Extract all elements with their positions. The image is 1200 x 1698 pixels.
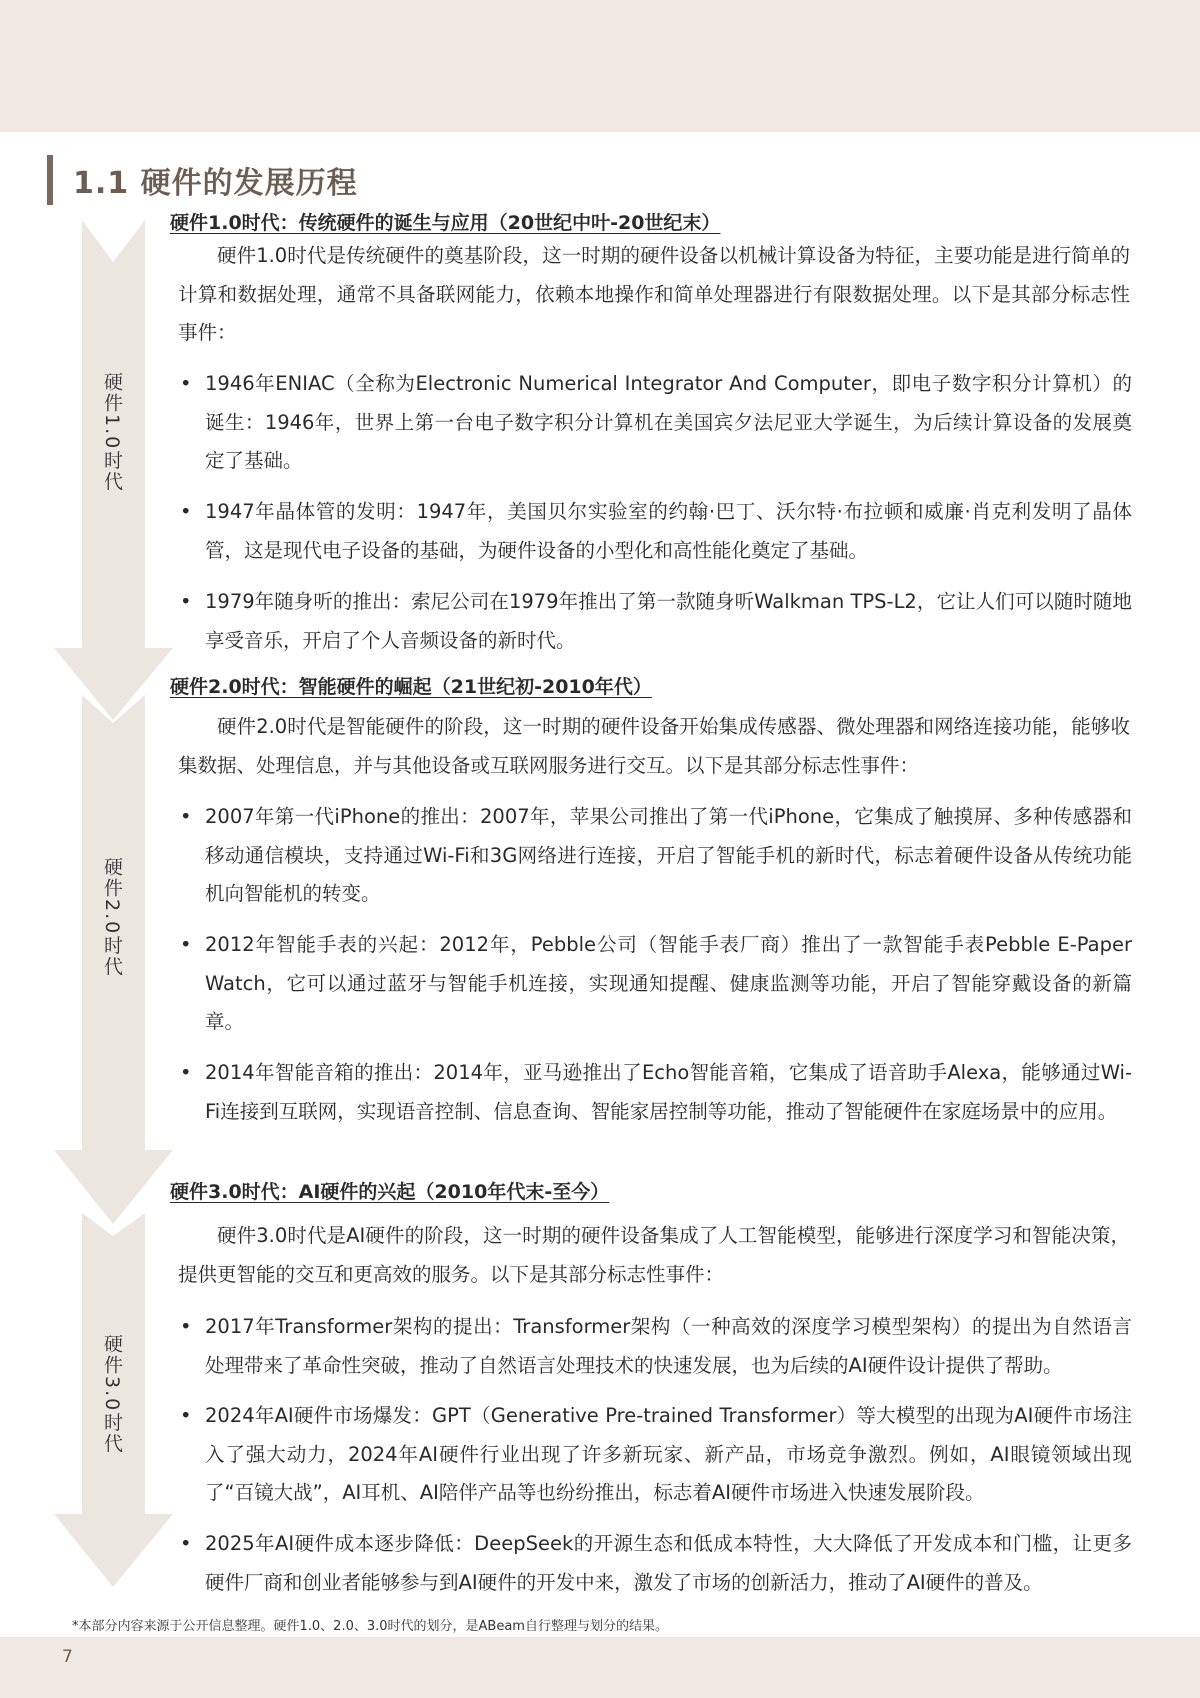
footer-band xyxy=(0,1637,1200,1698)
era-3-event: • 2017年Transformer架构的提出：Transformer架构（一种高效的深度学习模型架构）的提出为自然语言处理带来了革命性突破，推动了自然语言处理技术的快速发展，也为后续的AI硬件设计提供了帮助。 xyxy=(205,1308,1132,1385)
era-2-event: • 2007年第一代iPhone的推出：2007年，苹果公司推出了第一代iPhone，它集成了触摸屏、多种传感器和移动通信模块，支持通过Wi-Fi和3G网络进行连接，开启了智能手机的新时代，标志着硬件设备从传统功能机向智能机的转变。 xyxy=(205,798,1132,914)
era-1-label: 硬件1.0时代 xyxy=(101,372,123,493)
era-2-intro: 硬件2.0时代是智能硬件的阶段，这一时期的硬件设备开始集成传感器、微处理器和网络连接功能，能够收集数据、处理信息，并与其他设备或互联网服务进行交互。以下是其部分标志性事件： xyxy=(178,715,1130,777)
era-2-heading: 硬件2.0时代：智能硬件的崛起（21世纪初-2010年代） xyxy=(170,676,652,698)
era-1-heading: 硬件1.0时代：传统硬件的诞生与应用（20世纪中叶-20世纪末） xyxy=(170,212,721,234)
footnote: *本部分内容来源于公开信息整理。硬件1.0、2.0、3.0时代的划分，是ABeam自行整理与划分的结果。 xyxy=(72,1619,668,1634)
era-2-event: • 2012年智能手表的兴起：2012年，Pebble公司（智能手表厂商）推出了一款智能手表Pebble E-Paper Watch，它可以通过蓝牙与智能手机连接，实现通知提醒、健康监测等功能，开启了智能穿戴设备的新篇章。 xyxy=(205,926,1132,1042)
era-3-label: 硬件3.0时代 xyxy=(101,1334,123,1455)
era-3-heading: 硬件3.0时代：AI硬件的兴起（2010年代末-至今） xyxy=(170,1181,610,1203)
page-title: 1.1 硬件的发展历程 xyxy=(73,166,358,201)
era-3-intro: 硬件3.0时代是AI硬件的阶段，这一时期的硬件设备集成了人工智能模型，能够进行深度学习和智能决策，提供更智能的交互和更高效的服务。以下是其部分标志性事件： xyxy=(178,1224,1130,1286)
page-number: 7 xyxy=(62,1647,73,1667)
era-1-event: • 1979年随身听的推出：索尼公司在1979年推出了第一款随身听Walkman TPS-L2，它让人们可以随时随地享受音乐，开启了个人音频设备的新时代。 xyxy=(205,583,1132,660)
era-1-event: • 1947年晶体管的发明：1947年，美国贝尔实验室的约翰·巴丁、沃尔特·布拉顿和威廉·肖克利发明了晶体管，这是现代电子设备的基础，为硬件设备的小型化和高性能化奠定了基础。 xyxy=(205,493,1132,570)
era-3-event: • 2024年AI硬件市场爆发：GPT（Generative Pre-trained Transformer）等大模型的出现为AI硬件市场注入了强大动力，2024年AI硬件行业出现了许多新玩家、新产品，市场竞争激烈。例如，AI眼镜领域出现了“百镜大战”，AI耳机、AI陪伴产品等也纷纷推出，标志着AI硬件市场进入快速发展阶段。 xyxy=(205,1397,1132,1513)
era-1-event: • 1946年ENIAC（全称为Electronic Numerical Integrator And Computer，即电子数字积分计算机）的诞生：1946年，世界上第一台电子数字积分计算机在美国宾夕法尼亚大学诞生，为后续计算设备的发展奠定了基础。 xyxy=(205,365,1132,481)
era-3-event: • 2025年AI硬件成本逐步降低：DeepSeek的开源生态和低成本特性，大大降低了开发成本和门槛，让更多硬件厂商和创业者能够参与到AI硬件的开发中来，激发了市场的创新活力，推动了AI硬件的普及。 xyxy=(205,1525,1132,1602)
era-2-label: 硬件2.0时代 xyxy=(101,857,123,978)
era-1-intro: 硬件1.0时代是传统硬件的奠基阶段，这一时期的硬件设备以机械计算设备为特征，主要功能是进行简单的计算和数据处理，通常不具备联网能力，依赖本地操作和简单处理器进行有限数据处理。以下是其部分标志性事件： xyxy=(178,244,1130,344)
era-2-event: • 2014年智能音箱的推出：2014年，亚马逊推出了Echo智能音箱，它集成了语音助手Alexa，能够通过Wi-Fi连接到互联网，实现语音控制、信息查询、智能家居控制等功能，推动了智能硬件在家庭场景中的应用。 xyxy=(205,1054,1132,1131)
